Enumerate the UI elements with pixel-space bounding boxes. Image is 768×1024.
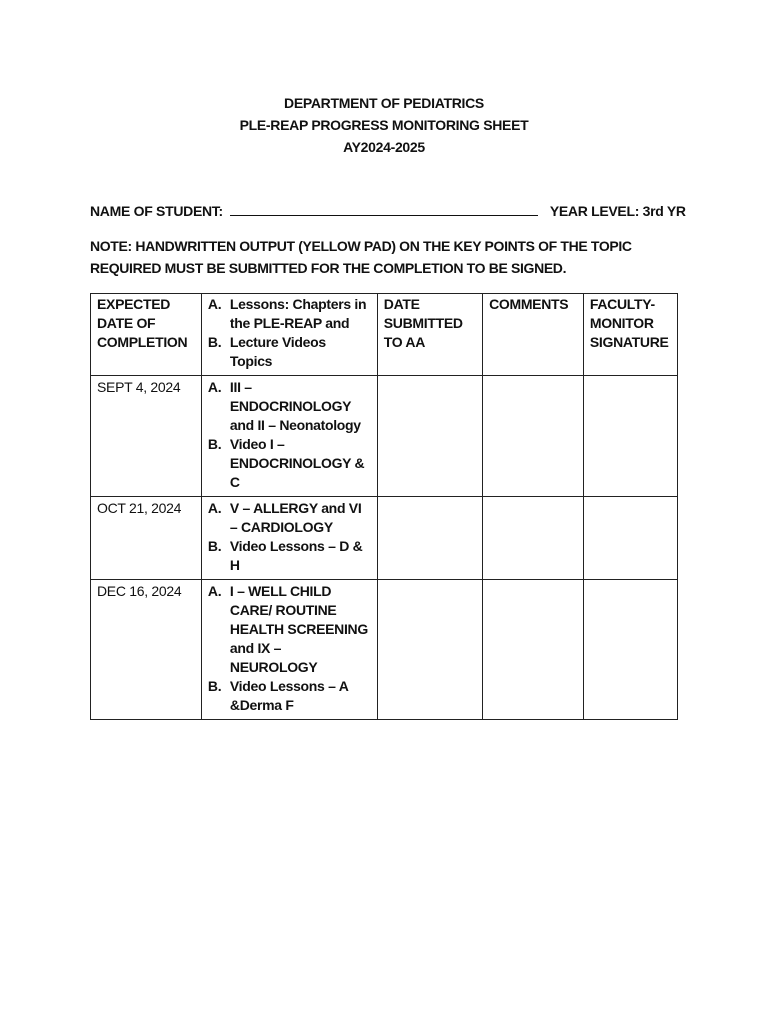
student-info-line <box>90 200 686 222</box>
list-letter: B. <box>207 538 222 554</box>
list-letter: B. <box>207 436 222 452</box>
row-comments-cell[interactable] <box>483 497 584 580</box>
student-name-label: NAME OF STUDENT: <box>90 203 223 219</box>
header-faculty-signature: FACULTY-MONITOR SIGNATURE <box>583 294 677 376</box>
row-lesson-b-text: Video I – ENDOCRINOLOGY & C <box>229 436 365 490</box>
row-signature-cell[interactable] <box>583 497 677 580</box>
table-header-row <box>91 294 678 376</box>
document-header <box>0 92 768 158</box>
academic-year: AY2024-2025 <box>343 139 425 155</box>
row-comments-cell[interactable] <box>483 580 584 720</box>
header-comments: COMMENTS <box>483 294 584 376</box>
row-date-submitted-cell[interactable] <box>377 376 482 497</box>
row-comments-cell[interactable] <box>483 376 584 497</box>
row-date-submitted-cell[interactable] <box>377 497 482 580</box>
row-lessons <box>201 497 377 580</box>
row-lessons <box>201 376 377 497</box>
sheet-title: PLE-REAP PROGRESS MONITORING SHEET <box>239 117 529 133</box>
row-expected-date: SEPT 4, 2024 <box>91 376 202 497</box>
year-level-label: YEAR LEVEL: 3rd YR <box>549 203 686 219</box>
list-letter: B. <box>207 334 222 350</box>
row-signature-cell[interactable] <box>583 376 677 497</box>
table-row <box>91 376 678 497</box>
table-row <box>91 497 678 580</box>
header-lessons-a-text: Lessons: Chapters in the PLE-REAP and <box>229 296 367 331</box>
header-lessons-b <box>208 333 371 371</box>
list-letter: A. <box>207 296 222 312</box>
header-expected-date: EXPECTED DATE OF COMPLETION <box>91 294 202 376</box>
row-lesson-b-text: Video Lessons – D & H <box>229 538 363 573</box>
row-lesson-a <box>208 378 371 435</box>
row-expected-date: DEC 16, 2024 <box>91 580 202 720</box>
table-row <box>91 580 678 720</box>
row-lesson-b-text: Video Lessons – A &Derma F <box>229 678 348 713</box>
row-lesson-a-text: I – WELL CHILD CARE/ ROUTINE HEALTH SCREENING and IX – NEUROLOGY <box>229 583 368 675</box>
list-letter: A. <box>207 583 222 599</box>
student-name-field[interactable] <box>230 201 538 216</box>
header-date-submitted: DATE SUBMITTED TO AA <box>377 294 482 376</box>
row-date-submitted-cell[interactable] <box>377 580 482 720</box>
row-lesson-a <box>208 582 371 677</box>
row-lessons <box>201 580 377 720</box>
header-lessons-a <box>208 295 371 333</box>
row-signature-cell[interactable] <box>583 580 677 720</box>
submission-note: NOTE: HANDWRITTEN OUTPUT (YELLOW PAD) ON THE KEY POINTS OF THE TOPIC REQUIRED MUST BE SUBMITTED FOR THE COMPLETION TO BE SIGNED. <box>90 238 632 276</box>
row-lesson-a-text: V – ALLERGY and VI – CARDIOLOGY <box>229 500 362 535</box>
list-letter: B. <box>207 678 222 694</box>
list-letter: A. <box>207 379 222 395</box>
list-letter: A. <box>207 500 222 516</box>
row-lesson-a <box>208 499 371 537</box>
row-lesson-b <box>208 435 371 492</box>
header-lessons-b-text: Lecture Videos Topics <box>229 334 326 369</box>
row-lesson-a-text: III – ENDOCRINOLOGY and II – Neonatology <box>229 379 361 433</box>
row-lesson-b <box>208 677 371 715</box>
row-expected-date: OCT 21, 2024 <box>91 497 202 580</box>
header-lessons <box>201 294 377 376</box>
progress-table <box>90 293 678 720</box>
row-lesson-b <box>208 537 371 575</box>
department-title: DEPARTMENT OF PEDIATRICS <box>284 95 484 111</box>
